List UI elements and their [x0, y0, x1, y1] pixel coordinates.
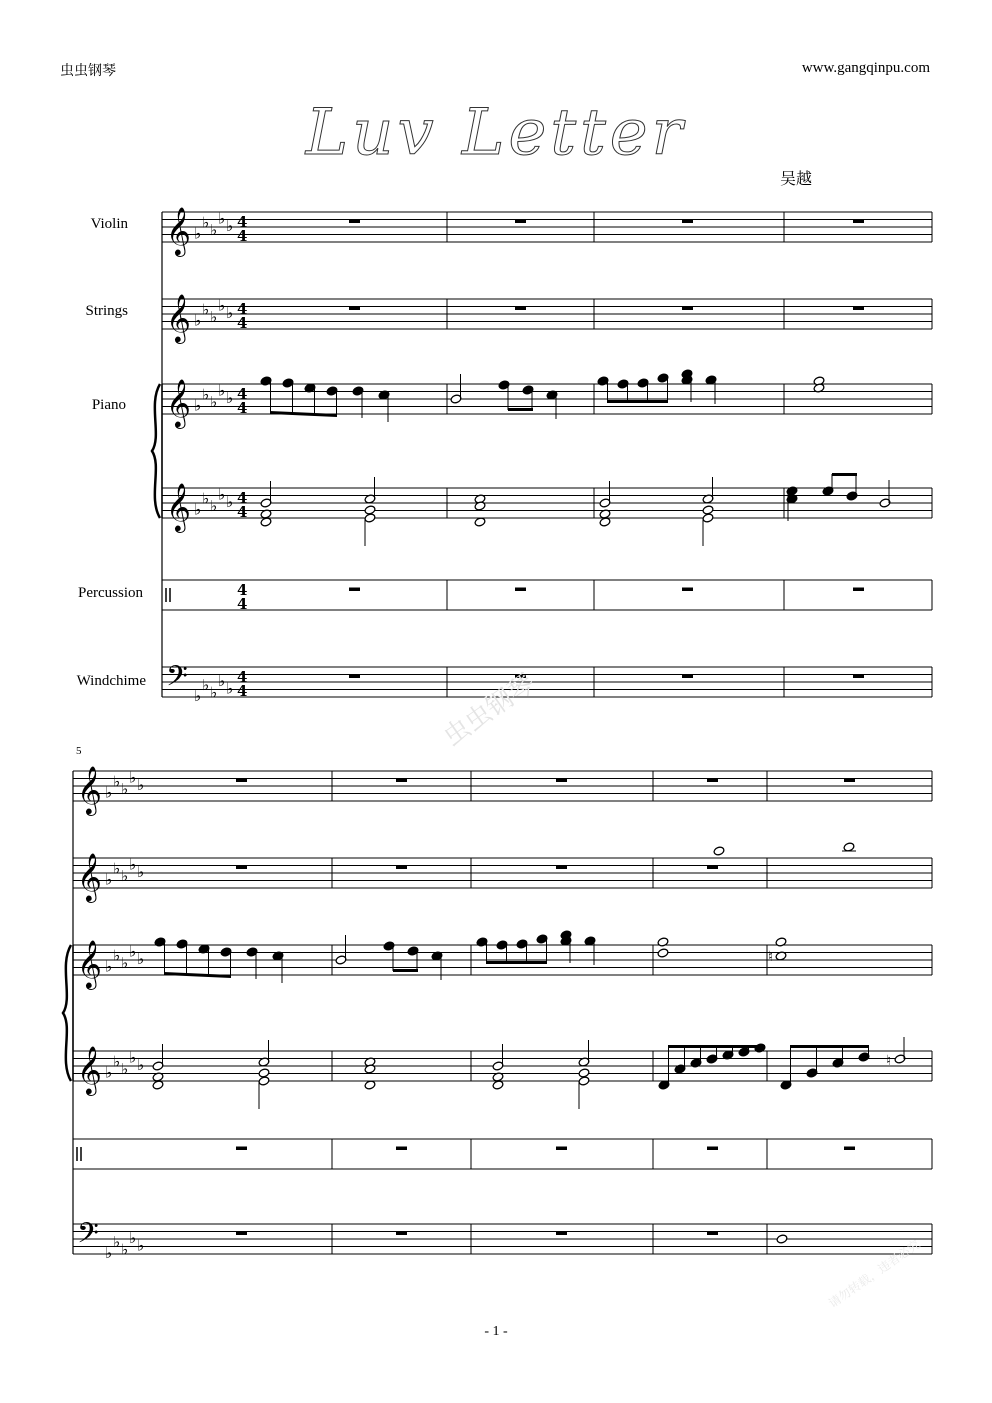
beam [832, 473, 857, 476]
whole-rest [556, 1147, 567, 1151]
treble-clef: 𝄞 [77, 765, 102, 814]
whole-rest [515, 307, 526, 311]
key-flat: ♭ [210, 220, 218, 239]
key-flat: ♭ [137, 863, 145, 881]
time-sig-top: 4 [237, 385, 248, 403]
key-flat: ♭ [113, 859, 121, 878]
natural-sign: ♮ [768, 949, 774, 965]
whole-rest [682, 588, 693, 592]
whole-rest [236, 1232, 247, 1236]
beam [486, 961, 547, 964]
key-flat: ♭ [113, 772, 121, 791]
key-flat: ♭ [194, 500, 202, 519]
natural-sign: ♮ [886, 1053, 892, 1069]
whole-rest [853, 675, 864, 679]
whole-rest [349, 307, 360, 311]
whole-rest [396, 866, 407, 870]
note-head [702, 513, 714, 523]
instrument-label-violin: Violin [90, 216, 128, 232]
key-flat: ♭ [194, 396, 202, 415]
whole-rest [853, 588, 864, 592]
whole-rest [556, 779, 567, 783]
key-flat: ♭ [137, 1236, 145, 1255]
whole-rest [396, 1147, 407, 1151]
piano-brace [63, 945, 71, 1081]
key-flat: ♭ [113, 1232, 121, 1251]
beam [508, 408, 533, 411]
key-flat: ♭ [202, 675, 210, 694]
whole-note [776, 1234, 788, 1244]
whole-rest [853, 307, 864, 311]
site-url-header[interactable]: www.gangqinpu.com [801, 60, 930, 76]
whole-rest [236, 779, 247, 783]
key-flat: ♭ [121, 1240, 129, 1259]
key-flat: ♭ [137, 776, 145, 794]
note-head [258, 1068, 270, 1078]
whole-rest [707, 779, 718, 783]
beam [668, 1045, 765, 1048]
whole-rest [236, 1147, 247, 1151]
whole-rest [349, 220, 360, 224]
time-sig-top: 4 [237, 581, 248, 599]
measure-number: 5 [76, 745, 82, 757]
instrument-label-strings: Strings [85, 303, 128, 319]
key-flat: ♭ [113, 1052, 121, 1071]
note-head [578, 1076, 590, 1086]
treble-clef: 𝄞 [166, 378, 191, 427]
whole-rest [682, 307, 693, 311]
key-flat: ♭ [105, 957, 113, 976]
time-sig-top: 4 [237, 668, 248, 686]
time-sig-bottom: 4 [237, 314, 248, 332]
whole-rest [556, 1232, 567, 1236]
key-flat: ♭ [194, 224, 202, 243]
beam [393, 969, 418, 972]
site-name-header: 虫虫钢琴 [60, 63, 116, 79]
beam [607, 400, 668, 403]
whole-rest [844, 1147, 855, 1151]
note-head [258, 1076, 270, 1086]
note-head [364, 505, 376, 515]
key-flat: ♭ [194, 311, 202, 330]
key-flat: ♭ [218, 485, 226, 504]
whole-rest [349, 675, 360, 679]
time-sig-top: 4 [237, 489, 248, 507]
key-flat: ♭ [202, 300, 210, 319]
key-flat: ♭ [105, 1063, 113, 1082]
whole-rest [707, 866, 718, 870]
beam [270, 411, 337, 417]
whole-rest [515, 220, 526, 224]
whole-rest [844, 779, 855, 783]
key-flat: ♭ [226, 304, 234, 322]
key-flat: ♭ [202, 385, 210, 404]
treble-clef: 𝄞 [77, 852, 102, 901]
instrument-label-percussion: Percussion [78, 585, 143, 601]
key-flat: ♭ [121, 866, 129, 885]
instrument-label-piano: Piano [91, 397, 126, 413]
key-flat: ♭ [129, 1229, 137, 1247]
whole-rest [707, 1147, 718, 1151]
note-head [702, 505, 714, 515]
key-flat: ♭ [226, 217, 234, 235]
whole-rest [236, 866, 247, 870]
bass-clef: 𝄢 [77, 1217, 99, 1257]
key-flat: ♭ [113, 946, 121, 965]
key-flat: ♭ [218, 381, 226, 400]
key-flat: ♭ [121, 779, 129, 798]
whole-rest [707, 1232, 718, 1236]
page-number: - 1 - [484, 1324, 508, 1339]
key-flat: ♭ [105, 1244, 113, 1262]
time-sig-bottom: 4 [237, 227, 248, 245]
whole-rest [349, 588, 360, 592]
time-sig-bottom: 4 [237, 595, 248, 613]
key-flat: ♭ [105, 783, 113, 802]
key-flat: ♭ [194, 687, 202, 705]
instrument-label-windchime: Windchime [76, 673, 146, 689]
time-sig-top: 4 [237, 300, 248, 318]
key-flat: ♭ [129, 942, 137, 961]
key-flat: ♭ [121, 953, 129, 972]
key-flat: ♭ [210, 307, 218, 326]
key-flat: ♭ [202, 489, 210, 508]
piano-brace [152, 384, 160, 518]
treble-clef: 𝄞 [77, 1045, 102, 1094]
key-flat: ♭ [129, 768, 137, 787]
key-flat: ♭ [129, 855, 137, 874]
watermark-small: 请勿转载，违者必究 [826, 1237, 923, 1311]
time-sig-bottom: 4 [237, 682, 248, 700]
score-title: Luv Letter [305, 96, 687, 170]
key-flat: ♭ [226, 679, 234, 698]
note-head [775, 937, 787, 947]
whole-rest [396, 1232, 407, 1236]
key-flat: ♭ [137, 1056, 145, 1074]
key-flat: ♭ [218, 296, 226, 315]
time-sig-bottom: 4 [237, 503, 248, 521]
whole-rest [556, 866, 567, 870]
whole-note [713, 846, 725, 856]
key-flat: ♭ [210, 496, 218, 515]
key-flat: ♭ [226, 389, 234, 407]
bass-clef: 𝄢 [166, 660, 188, 700]
key-flat: ♭ [210, 392, 218, 411]
time-sig-top: 4 [237, 213, 248, 231]
whole-rest [682, 675, 693, 679]
key-flat: ♭ [137, 950, 145, 968]
whole-rest [396, 779, 407, 783]
key-flat: ♭ [218, 672, 226, 690]
key-flat: ♭ [202, 213, 210, 232]
key-flat: ♭ [218, 209, 226, 228]
beam [164, 972, 231, 978]
key-flat: ♭ [105, 870, 113, 889]
key-flat: ♭ [129, 1048, 137, 1067]
key-flat: ♭ [121, 1059, 129, 1078]
note-head [578, 1068, 590, 1078]
note-head [657, 937, 669, 947]
note-head [364, 513, 376, 523]
whole-rest [682, 220, 693, 224]
watermark: 虫虫钢琴 [438, 668, 541, 753]
whole-rest [515, 588, 526, 592]
time-sig-bottom: 4 [237, 399, 248, 417]
treble-clef: 𝄞 [166, 293, 191, 342]
treble-clef: 𝄞 [166, 482, 191, 531]
key-flat: ♭ [226, 493, 234, 511]
treble-clef: 𝄞 [77, 939, 102, 988]
composer-name: 吴越 [780, 169, 813, 188]
key-flat: ♭ [210, 683, 218, 702]
treble-clef: 𝄞 [166, 206, 191, 255]
whole-rest [853, 220, 864, 224]
beam [790, 1045, 869, 1048]
note-head [657, 948, 669, 958]
